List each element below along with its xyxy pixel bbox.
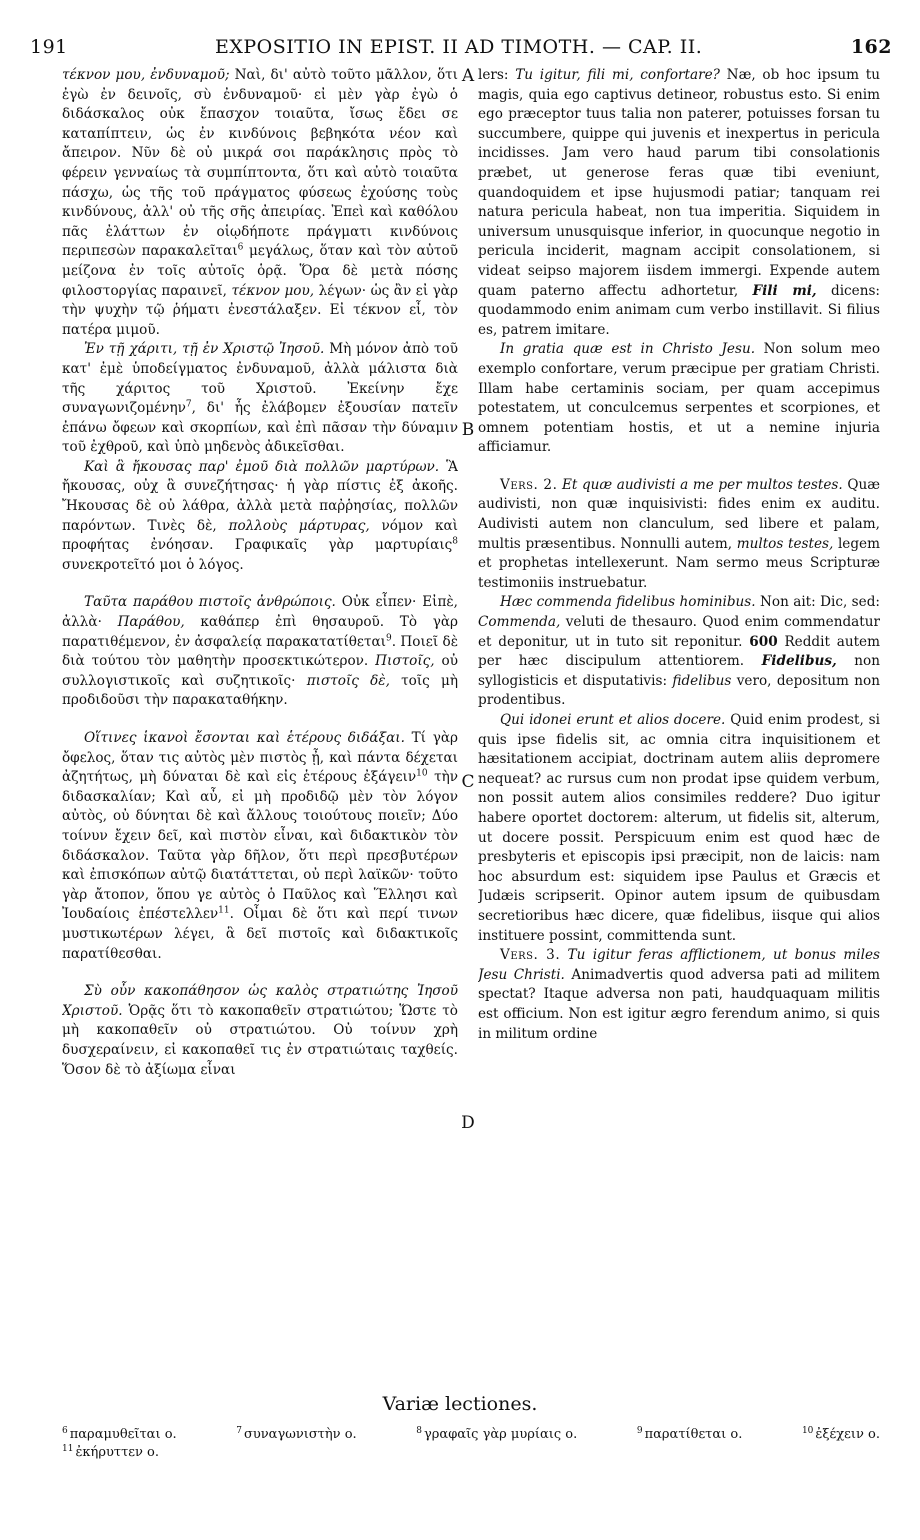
variae-lectiones-notes <box>62 1426 880 1462</box>
greek-text: λέγων· ὡς ἂν εἰ γὰρ τὴν ψυχὴν τῷ ῥήματι ἐνεστάλαξεν. Εἰ τέκνον εἶ, τὸν πατέρα μιμοῦ. <box>62 282 458 338</box>
column-number: 600 <box>749 633 778 650</box>
greek-lemma: Ἐν τῇ χάριτι, τῇ ἐν Χριστῷ Ἰησοῦ. <box>84 341 325 358</box>
latin-text: Quid enim prodest, si quis ipse fidelis sit, ac omnia citra inquisitionem et hæsitationem accipiat, doctrinam autem aliis depromere nequeat? ac rursus cum non prodat ipse quidem verbum, non possit autem alios consimiles reddere? Duo igitur habere oportet doctorem: alterum, ut fidelis sit, alterum, ut docere possit. Perspicuum enim est quod hæc de presbyteris et episcopis ipsi præcipit, non de laicis: nam hoc absurdum est: siquidem ipse Paulus et Græcis et Judæis scripserit. Opinor autem ipsum de quibusdam secretioribus hæc dicere, quæ fidelibus, iisque qui alios instituere possint, committenda sunt. <box>478 712 880 944</box>
latin-text: dicens: quodammodo enim animam cum verbo instillavit. Si filius es, patrem imitare. <box>478 282 880 338</box>
greek-text: τοῖς μὴ προδιδοῦσι τὴν παρακαταθήκην. <box>62 672 458 709</box>
variant-number: 9 <box>636 1425 643 1436</box>
latin-paragraph <box>478 340 880 458</box>
greek-lemma: πολλοὺς μάρτυρας, <box>228 517 370 534</box>
latin-lemma: Fidelibus, <box>761 653 837 670</box>
variant-text: παραμυθεῖται ο. <box>69 1427 177 1442</box>
greek-lemma: Σὺ οὖν κακοπάθησον ὡς καλὸς στρατιώτης Ἰησοῦ Χριστοῦ. <box>62 983 458 1019</box>
greek-text: Οὐκ εἶπεν· Εἰπὲ, ἀλλὰ· <box>62 594 458 631</box>
margin-letter-b: B <box>461 420 475 440</box>
variant-number: 11 <box>62 1443 74 1454</box>
variant-note <box>236 1426 356 1444</box>
latin-lemma: Commenda, <box>478 614 561 631</box>
latin-text: veluti de thesauro. Quod enim commendatur et deponitur, ut in tuto sit reponitur. <box>478 614 880 650</box>
variant-number: 7 <box>236 1425 242 1436</box>
greek-column <box>62 66 458 1384</box>
greek-text: . Ποιεῖ δὲ διὰ τούτου τὸν μαθητὴν προσεκτικώτερον. <box>62 633 458 670</box>
variae-lectiones-title: Variæ lectiones. <box>382 1393 538 1415</box>
greek-paragraph <box>62 982 458 1080</box>
variant-text: γραφαῖς γὰρ μυρίαις ο. <box>424 1427 578 1442</box>
running-header <box>30 30 892 60</box>
latin-paragraph <box>478 711 880 946</box>
latin-lemma: Et quæ audivisti a me per multos testes. <box>557 476 843 493</box>
latin-text: Næ, ob hoc ipsum tu magis, quia ego captivus detineor, robustus esto. Si enim ego præceptor tuus talia non paterer, potuisses forsan tu succumbere, quippe qui juvenis et inexpertus in pericula incidisses. Jam vero haud parum tibi consolationis præbet, ut generose feras quæ tibi eveniunt, quandoquidem et ipse hujusmodi patiar; tanquam rei natura pericula habeat, non tua imperitia. Siquidem in universum unusquisque inferior, in quocunque negotio in pericula inciderit, magnam accipit consolationem, si videat seipso majorem iisdem immergi. Expende autem quam paterno affectu adhortetur, <box>478 67 880 299</box>
variant-text: ἐξέχειν ο. <box>815 1427 880 1442</box>
greek-paragraph <box>62 66 458 340</box>
greek-lemma: Πιστοῖς, <box>375 653 435 670</box>
latin-text: legem et prophetas intellexerunt. Nam sermo meus Scripturæ testimoniis instruebatur. <box>478 535 880 591</box>
greek-text: Ναὶ, δι' αὐτὸ τοῦτο μᾶλλον, ὅτι ἐγὼ ἐν δεινοῖς, σὺ ἐνδυναμοῦ· εἰ μὲν γὰρ ἐγὼ ὁ διδάσκαλος οὐκ ἔπασχον τοιαῦτα, ἴσως ἔδει σε καταπίπτειν, ὡς ἐν κινδύνοις βεβηκότα νέον καὶ ἄπειρον. Νῦν δὲ οὐ μικρά σοι παράκλησις πρὸς τὸ φέρειν γενναίως τὰ συμπίπτοντα, ὅτι καὶ αὐτὸ τοιαῦτα πάσχω, ὡς τῆς τοῦ πράγματος φύσεως ἐχούσης τοὺς κινδύνους, ἀλλ' οὐ τῆς σῆς ἀπειρίας. Ἐπεὶ καὶ καθόλου πᾶς ἐλάττων ἐν οἱῳδήποτε πράγματι κινδύνοις περιπεσὼν παρακαλεῖται <box>62 67 458 260</box>
variant-note <box>62 1445 159 1460</box>
verse-number: Vers. 2. <box>500 476 558 493</box>
latin-lemma: Qui idonei erunt et alios docere. <box>500 712 726 728</box>
variant-note <box>62 1426 177 1444</box>
latin-paragraph <box>478 946 880 1044</box>
greek-text: συνεκροτεῖτό μοι ὁ λόγος. <box>62 556 244 573</box>
latin-text: vero, depositum non prodentibus. <box>478 672 880 709</box>
latin-paragraph <box>478 593 880 711</box>
latin-lemma: Tu igitur feras afflictionem, ut bonus miles Jesu Christi. <box>478 947 880 983</box>
page-number-right: 162 <box>850 36 892 58</box>
greek-paragraph <box>62 458 458 576</box>
greek-text: καθάπερ ἐπὶ θησαυροῦ. Τὸ γὰρ παρατιθέμενον, ἐν ἀσφαλείᾳ παρακατατίθεται <box>62 614 458 650</box>
variant-note <box>416 1426 577 1444</box>
greek-text: , δι' ἧς ἐλάβομεν ἐξουσίαν πατεῖν ἐπάνω ὄφεων καὶ σκορπίων, καὶ ἐπὶ πᾶσαν τὴν δύναμιν τοῦ ἐχθροῦ, καὶ ὑπὸ μηδενὸς ἀδικεῖσθαι. <box>62 400 458 456</box>
greek-text: οὐ συλλογιστικοῖς καὶ συζητικοῖς· <box>62 653 458 689</box>
latin-paragraph <box>478 66 880 340</box>
footnote-ref: 6 <box>237 242 244 253</box>
latin-lemma: Hæc commenda fidelibus hominibus. <box>500 594 756 611</box>
latin-paragraph <box>478 476 880 594</box>
running-title: EXPOSITIO IN EPIST. II AD TIMOTH. — CAP. II. <box>215 36 703 58</box>
greek-lemma: Οἵτινες ἱκανοὶ ἔσονται καὶ ἑτέρους διδάξαι. <box>84 730 405 746</box>
greek-lemma: πιστοῖς δὲ, <box>306 672 390 689</box>
greek-paragraph <box>62 593 458 711</box>
latin-text: Non solum meo exemplo confortare, verum præcipue per gratiam Christi. Illam habe certaminis sociam, per quam accepimus potestatem, ut conculcemus serpentes et scorpiones, et omnem potentiam hostis, et ut a nemine injuria afficiamur. <box>478 341 880 456</box>
greek-text: Ἃ ἤκουσας, οὐχ ἃ συνεζήτησας· ἡ γὰρ πίστις ἐξ ἀκοῆς. Ἤκουσας δὲ οὐ λάθρα, ἀλλὰ μετὰ παῤῥησίας, πολλῶν παρόντων. Τινὲς δὲ, <box>62 458 458 534</box>
latin-lemma: In gratia quæ est in Christo Jesu. <box>500 341 756 358</box>
greek-paragraph <box>62 340 458 458</box>
variant-number: 8 <box>416 1425 422 1436</box>
latin-lemma: fidelibus <box>672 672 732 689</box>
latin-text: lers: <box>478 67 516 83</box>
greek-lemma: Ταῦτα παράθου πιστοῖς ἀνθρώποις. <box>84 594 336 611</box>
footnote-ref: 10 <box>416 768 428 779</box>
latin-text: non syllogisticis et disputativis: <box>478 653 880 689</box>
verse-number: Vers. 3. <box>500 947 561 964</box>
variant-note <box>802 1426 880 1444</box>
latin-lemma: Tu igitur, fili mi, confortare? <box>515 67 720 83</box>
variant-text: συναγωνιστὴν ο. <box>243 1427 357 1442</box>
footnote-ref: 11 <box>218 905 230 916</box>
latin-text: Non ait: Dic, sed: <box>755 594 880 611</box>
footnote-ref: 8 <box>452 536 458 547</box>
latin-lemma: multos testes, <box>736 535 834 552</box>
latin-text: Quæ audivisti, non quæ inquisivisti: fides enim ex auditu. Audivisti autem non clanculum, sed libere et palam, multis præsentibus. Nonnulli autem, <box>478 476 880 552</box>
latin-column <box>478 66 880 1384</box>
page-number-left: 191 <box>30 36 68 58</box>
margin-letter-c: C <box>461 772 475 792</box>
variant-text: παρατίθεται ο. <box>644 1427 743 1442</box>
greek-text: μεγάλως, ὅταν καὶ τὸν αὐτοῦ μείζονα ἐν τοῖς αὐτοῖς ὁρᾷ. Ὅρα δὲ μετὰ πόσης φιλοστοργίας παραινεῖ, <box>62 243 458 299</box>
variant-number: 10 <box>801 1425 814 1436</box>
latin-lemma: Fili mi, <box>752 282 817 299</box>
footnote-ref: 7 <box>185 399 192 410</box>
latin-text: Reddit autem per hæc discipulum attentiorem. <box>478 633 880 670</box>
greek-text: Μὴ μόνον ἀπὸ τοῦ κατ' ἐμὲ ὑποδείγματος ἐνδυναμοῦ, ἀλλὰ μάλιστα διὰ τῆς χάριτος τοῦ Χριστοῦ. Ἐκείνην ἔχε συναγωνιζομένην <box>62 341 458 417</box>
variant-number: 6 <box>62 1425 68 1436</box>
greek-text: Ὁρᾷς ὅτι τὸ κακοπαθεῖν στρατιώτου; Ὥστε τὸ μὴ κακοπαθεῖν οὐ στρατιώτου. Οὐ τοίνυν χρὴ δυσχεραίνειν, εἰ κακοπαθεῖ τις ἐν στρατιώταις ταχθείς. Ὅσον δὲ τὸ ἀξίωμα εἶναι <box>62 1002 458 1078</box>
greek-text: Τί γὰρ ὄφελος, ὅταν τις αὐτὸς μὲν πιστὸς ᾖ, καὶ πάντα δέχεται ἀζητήτως, μὴ δύναται δὲ καὶ εἰς ἑτέρους ἐξάγειν <box>62 730 458 786</box>
greek-text: νόμον καὶ προφήτας ἐνόησαν. Γραφικαῖς γὰρ μαρτυρίαις <box>62 517 458 554</box>
greek-text: . Οἶμαι δὲ ὅτι καὶ περί τινων μυστικωτέρων λέγει, ἃ δεῖ πιστοῖς καὶ διδακτικοῖς παρατίθεσθαι. <box>62 906 458 962</box>
greek-lemma: τέκνον μου, <box>231 282 315 299</box>
margin-letter-a: A <box>461 66 475 86</box>
greek-paragraph <box>62 729 458 964</box>
variant-text: ἐκήρυττεν ο. <box>75 1445 160 1460</box>
greek-lemma: Παράθου, <box>117 614 185 631</box>
greek-lemma: Καὶ ἃ ἤκουσας παρ' ἐμοῦ διὰ πολλῶν μαρτύρων. <box>84 458 440 475</box>
greek-text: τὴν διδασκαλίαν; Καὶ αὖ, εἰ μὴ προδιδῷ μὲν τὸν λόγον αὐτὸς, οὐ δύνηται δὲ καὶ ἄλλους τοιούτους ποιεῖν; Δύο τοίνυν ἔχειν δεῖ, καὶ πιστὸν εἶναι, καὶ διδακτικὸν τὸν διδάσκαλον. Ταῦτα γὰρ δῆλον, ὅτι περὶ πρεσβυτέρων καὶ ἐπισκόπων αὐτῷ διατάττεται, οὐ περὶ λαϊκῶν· τοῦτο γὰρ ἄτοπον, ὅπου γε αὐτὸς ὁ Παῦλος καὶ Ἕλλησι καὶ Ἰουδαίοις ἐπέστελλεν <box>62 769 458 923</box>
variant-note <box>637 1426 743 1444</box>
footnote-ref: 9 <box>386 633 392 644</box>
greek-lemma: τέκνον μου, ἐνδυναμοῦ; <box>62 67 230 83</box>
latin-text: Animadvertis quod adversa pati ad militem spectat? Itaque adversa non pati, haudquaquam militis est officium. Non est igitur ægro ferendum animo, si quis in militum ordine <box>478 966 880 1042</box>
margin-letter-d: D <box>461 1113 475 1133</box>
